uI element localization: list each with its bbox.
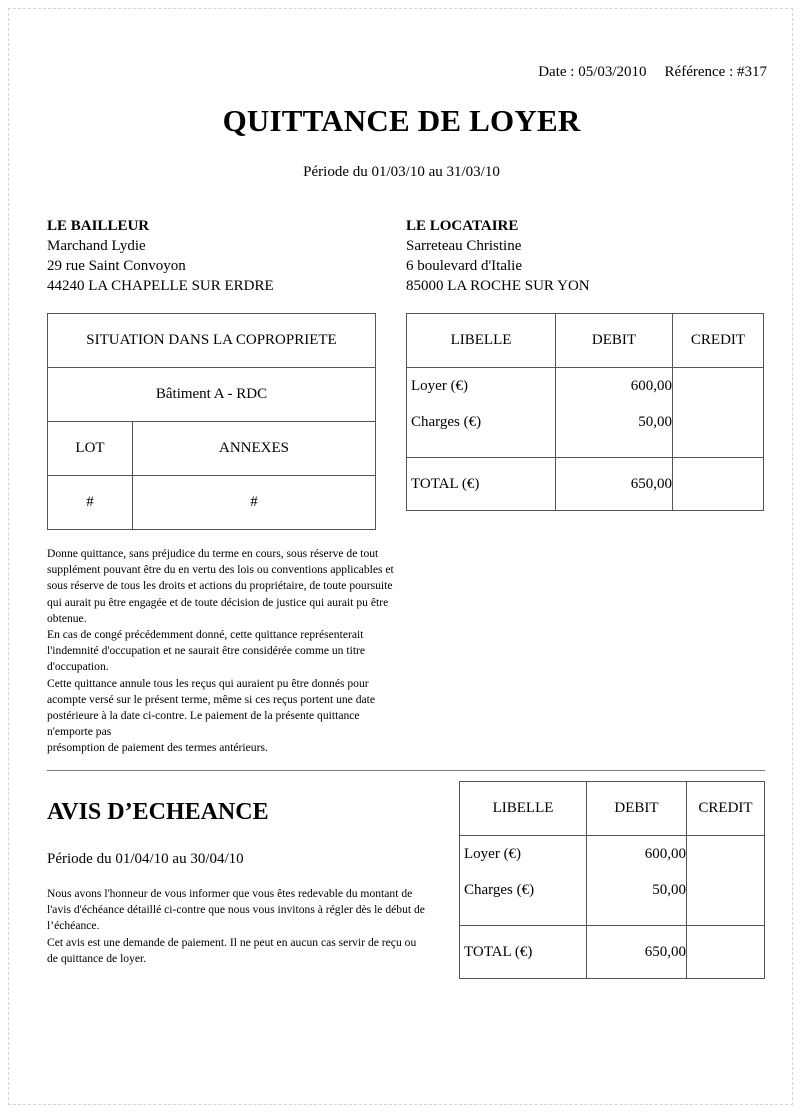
- avis-lines-debits: [587, 836, 687, 926]
- avis-loyer-debit: 600,00: [644, 846, 686, 862]
- avis-col-credit: CREDIT: [687, 782, 765, 836]
- bailleur-name: Marchand Lydie: [47, 238, 146, 254]
- quittance-lines-debits: [556, 368, 673, 458]
- avis-col-libelle: LIBELLE: [460, 782, 587, 836]
- avis-paragraph: Cet avis est une demande de paiement. Il ne peut en aucun cas servir de reçu ou de quittance de loyer.: [47, 935, 417, 965]
- avis-charges-label: Charges (€): [464, 882, 535, 898]
- avis-col-debit: DEBIT: [587, 782, 687, 836]
- avis-loyer-label: Loyer (€): [464, 846, 522, 862]
- legal-paragraph: présomption de paiement des termes antérieurs.: [47, 741, 268, 755]
- quittance-total-debit: 650,00: [556, 458, 673, 511]
- copro-annexes-value: #: [133, 476, 376, 530]
- locataire-block: [406, 216, 590, 296]
- copro-building-cell: Bâtiment A - RDC: [48, 368, 376, 422]
- avis-lines-labels: [460, 836, 587, 926]
- section-divider: [47, 770, 765, 771]
- copro-lot-value: #: [48, 476, 133, 530]
- quittance-lines-labels: [407, 368, 556, 458]
- quittance-total-label: TOTAL (€): [407, 458, 556, 511]
- quittance-col-libelle: LIBELLE: [407, 314, 556, 368]
- avis-period: Période du 01/04/10 au 30/04/10: [47, 851, 244, 867]
- locataire-address-line1: 6 boulevard d'Italie: [406, 258, 522, 274]
- legal-paragraph: En cas de congé précédemment donné, cette quittance représenterait l'indemnité d'occupation et ne saurait être considérée comme un titre d'occupation.: [47, 628, 366, 674]
- copro-title-cell: SITUATION DANS LA COPROPRIETE: [48, 314, 376, 368]
- quittance-charges-debit: 50,00: [638, 414, 672, 430]
- legal-paragraph: Donne quittance, sans préjudice du terme en cours, sous réserve de tout supplément pouvant être du en vertu des lois ou conventions applicables et sous réserve de tous les droits et actions du propriétaire, de toute poursuite qui aurait pu être engagée et de toute décision de justice qui aurait pu être obtenue.: [47, 547, 394, 625]
- avis-lines-credits: [687, 836, 765, 926]
- locataire-role: LE LOCATAIRE: [406, 218, 519, 234]
- quittance-charges-label: Charges (€): [411, 414, 482, 430]
- quittance-col-debit: DEBIT: [556, 314, 673, 368]
- legal-text: [47, 546, 407, 757]
- locataire-address-line2: 85000 LA ROCHE SUR YON: [406, 278, 590, 294]
- quittance-total-credit: [673, 458, 764, 511]
- bailleur-role: LE BAILLEUR: [47, 218, 150, 234]
- quittance-amounts-table: [406, 313, 764, 511]
- avis-text: [47, 886, 427, 967]
- avis-total-credit: [687, 926, 765, 979]
- quittance-period: Période du 01/03/10 au 31/03/10: [303, 164, 500, 180]
- document-date: Date : 05/03/2010: [538, 64, 647, 80]
- avis-amounts-table: [459, 781, 765, 979]
- quittance-col-credit: CREDIT: [673, 314, 764, 368]
- bailleur-block: [47, 216, 274, 296]
- copro-annexes-header: ANNEXES: [133, 422, 376, 476]
- copro-lot-header: LOT: [48, 422, 133, 476]
- avis-title: AVIS D’ECHEANCE: [47, 799, 269, 825]
- document-title: QUITTANCE DE LOYER: [222, 103, 581, 138]
- quittance-lines-credits: [673, 368, 764, 458]
- document-header: [538, 64, 767, 81]
- avis-total-label: TOTAL (€): [460, 926, 587, 979]
- bailleur-address-line1: 29 rue Saint Convoyon: [47, 258, 186, 274]
- quittance-loyer-label: Loyer (€): [411, 378, 469, 394]
- avis-paragraph: Nous avons l'honneur de vous informer que vous êtes redevable du montant de l'avis d'échéance détaillé ci-contre que nous vous invitons à régler dès le début de l’échéance.: [47, 887, 425, 933]
- quittance-loyer-debit: 600,00: [630, 378, 672, 394]
- copropriete-table: [47, 313, 376, 530]
- document-reference: Référence : #317: [664, 64, 767, 80]
- legal-paragraph: Cette quittance annule tous les reçus qui auraient pu être donnés pour acompte versé sur le présent terme, même si ces reçus portent une date postérieure à la date ci-contre. Le paiement de la présente quittance n'emporte pas: [47, 676, 376, 739]
- avis-charges-debit: 50,00: [652, 882, 686, 898]
- locataire-name: Sarreteau Christine: [406, 238, 522, 254]
- avis-total-debit: 650,00: [587, 926, 687, 979]
- bailleur-address-line2: 44240 LA CHAPELLE SUR ERDRE: [47, 278, 274, 294]
